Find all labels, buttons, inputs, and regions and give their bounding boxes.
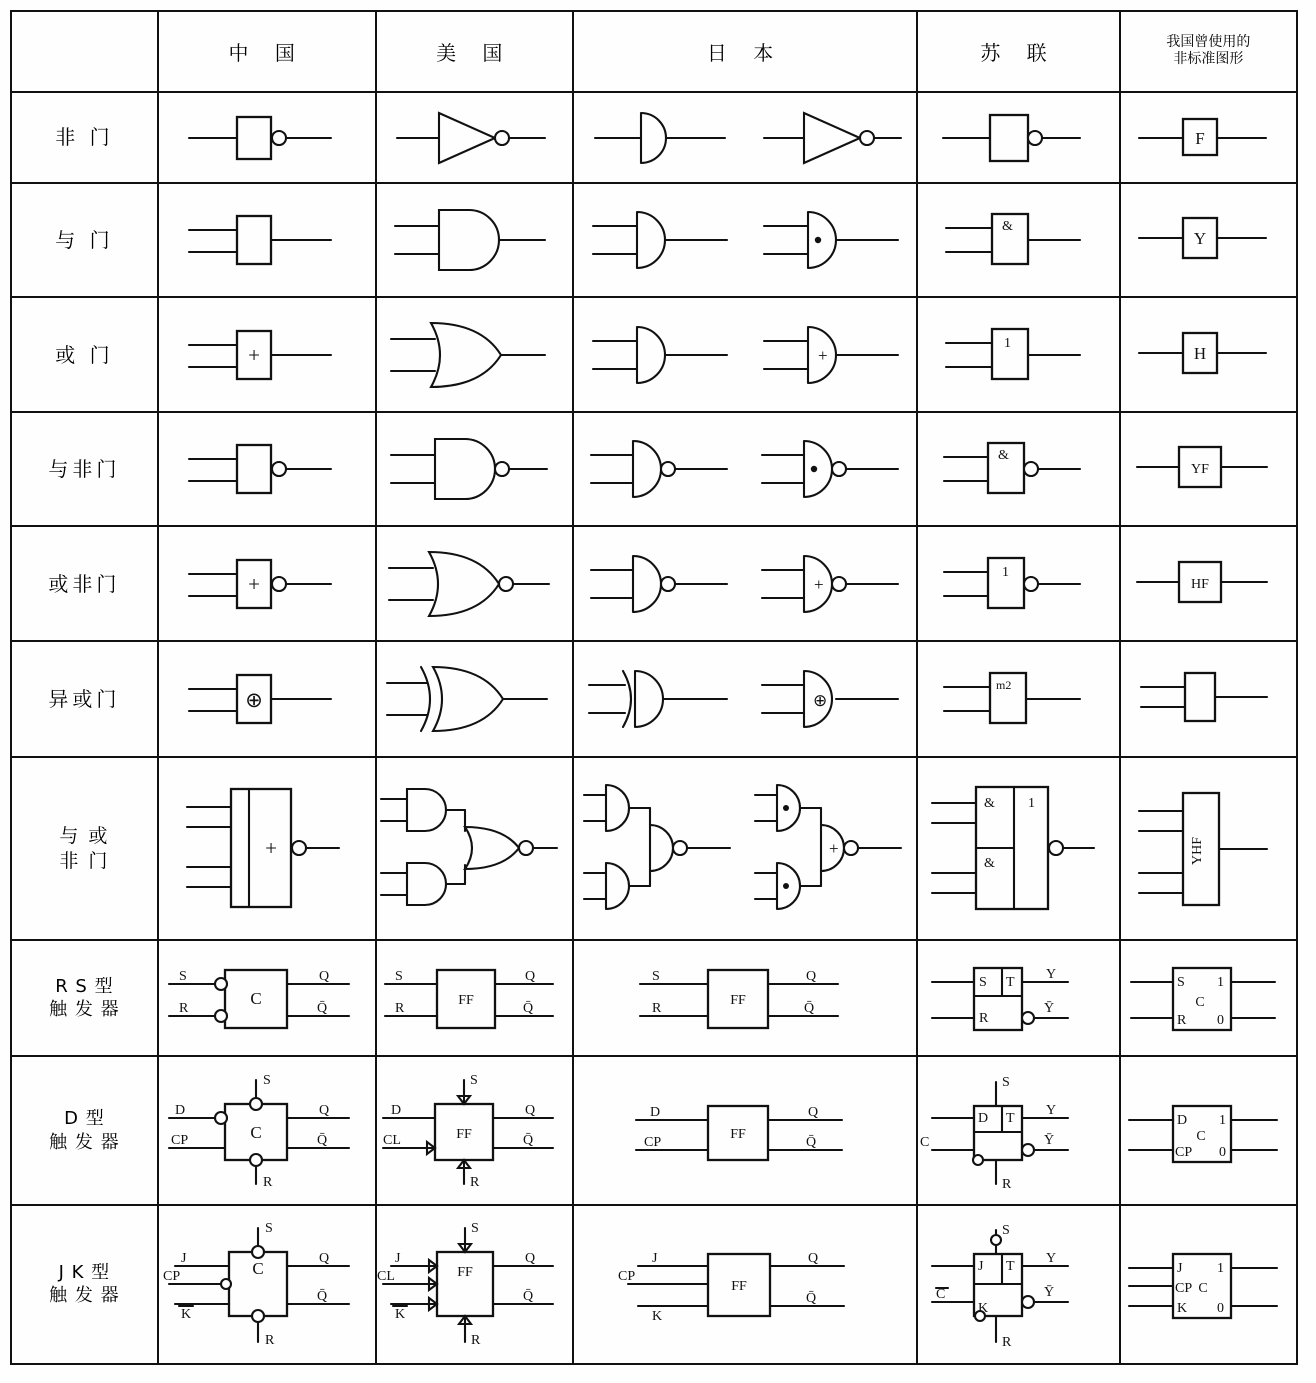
inner-label: C <box>250 989 262 1009</box>
column-header-nonstandard-line1: 我国曾使用的 <box>1166 33 1251 50</box>
output-label: Q̄ <box>316 1001 327 1017</box>
row-label-xor-gate: 异或门 <box>11 641 158 758</box>
input-label: R <box>178 1001 189 1017</box>
row-label-rs-flipflop <box>11 940 158 1057</box>
input-label: K <box>394 1307 405 1323</box>
row-label-jk-flipflop <box>11 1205 158 1364</box>
symbol-letter: 1 <box>1002 564 1010 580</box>
input-label: S <box>1176 975 1185 991</box>
symbol-letter: & <box>998 448 1010 464</box>
table-row <box>11 412 1297 527</box>
input-label: R <box>469 1174 479 1190</box>
input-label: R <box>651 1001 662 1017</box>
output-label: 0 <box>1216 1301 1224 1317</box>
output-label: Y <box>1046 1102 1057 1118</box>
symbol-or-usa <box>376 297 573 412</box>
column-header-nonstandard-line2: 非标准图形 <box>1173 51 1244 68</box>
header-corner-cell <box>11 11 158 92</box>
row-label-nand-gate: 与非门 <box>11 412 158 527</box>
input-label: S <box>1002 1223 1011 1239</box>
symbol-letter: + <box>813 574 824 594</box>
output-label: Q̄ <box>522 1001 533 1017</box>
input-label: CP <box>1174 1281 1192 1297</box>
inner-label: FF <box>730 1126 746 1142</box>
output-label: 0 <box>1218 1144 1226 1160</box>
row-label-nor-gate: 或非门 <box>11 526 158 641</box>
inner-label: FF <box>731 1279 747 1295</box>
input-label: K <box>651 1309 663 1325</box>
table-row <box>11 183 1297 298</box>
output-label: Q <box>807 1104 819 1120</box>
symbol-letter: + <box>264 835 277 860</box>
output-label: Q <box>524 1251 535 1267</box>
symbol-rs-japan <box>573 940 917 1057</box>
symbol-rs-nonstandard <box>1120 940 1297 1057</box>
symbol-jk-japan <box>573 1205 917 1364</box>
output-label: Ȳ <box>1044 1132 1055 1148</box>
input-label: T <box>1006 975 1015 991</box>
symbol-not-japan <box>573 92 917 183</box>
symbol-rs-china <box>158 940 376 1057</box>
input-label: R <box>264 1333 275 1349</box>
symbol-letter: 1 <box>1004 335 1012 351</box>
symbol-or-japan <box>573 297 917 412</box>
row-label-line1: 与 或 <box>59 824 110 847</box>
output-label: Ȳ <box>1044 1285 1055 1301</box>
column-header-japan: 日 本 <box>573 11 917 92</box>
input-label: S <box>394 969 403 985</box>
symbol-aoi-ussr <box>917 757 1120 939</box>
symbol-letter: m2 <box>996 678 1012 693</box>
input-label: J <box>1176 1261 1183 1277</box>
symbol-nor-china <box>158 526 376 641</box>
symbol-and-japan <box>573 183 917 298</box>
inner-label: C <box>1195 995 1205 1011</box>
symbol-letter: H <box>1193 343 1206 363</box>
symbol-letter: 1 <box>1028 795 1036 811</box>
input-label: CP <box>643 1134 662 1150</box>
input-label: S <box>651 969 660 985</box>
symbol-d-usa <box>376 1056 573 1204</box>
input-label: R <box>1002 1335 1012 1351</box>
symbol-letter: ⊕ <box>812 691 827 711</box>
input-label: S <box>178 969 187 985</box>
symbol-jk-china <box>158 1205 376 1364</box>
symbol-not-ussr <box>917 92 1120 183</box>
symbol-not-china <box>158 92 376 183</box>
input-label: C <box>920 1134 930 1150</box>
column-header-china: 中 国 <box>158 11 376 92</box>
symbol-jk-ussr <box>917 1205 1120 1364</box>
column-header-ussr: 苏 联 <box>917 11 1120 92</box>
input-label: D <box>174 1102 185 1118</box>
table-header-row <box>11 11 1297 92</box>
symbol-aoi-china <box>158 757 376 939</box>
symbol-letter: + <box>247 342 260 367</box>
inner-label: FF <box>730 993 746 1009</box>
input-label: K <box>1176 1301 1187 1317</box>
output-label: Q̄ <box>805 1134 817 1150</box>
output-label: Y <box>1046 1251 1057 1267</box>
inner-label: FF <box>457 993 474 1009</box>
input-label: S <box>470 1221 479 1237</box>
row-label-line1: R S 型 <box>55 975 114 997</box>
output-label: Q <box>524 969 535 985</box>
output-label: Q̄ <box>805 1291 817 1307</box>
symbol-letter: + <box>828 838 839 858</box>
input-label: R <box>470 1333 480 1349</box>
row-label-and-or-not-gate <box>11 757 158 939</box>
input-label: R <box>1176 1013 1187 1029</box>
symbol-and-nonstandard <box>1120 183 1297 298</box>
row-label-or-gate: 或 门 <box>11 297 158 412</box>
symbol-and-china <box>158 183 376 298</box>
symbol-letter: YF <box>1190 462 1209 478</box>
symbol-d-nonstandard <box>1120 1056 1297 1204</box>
output-label: 0 <box>1216 1013 1224 1029</box>
output-label: 1 <box>1216 1261 1224 1277</box>
symbol-aoi-japan <box>573 757 917 939</box>
input-label: R <box>262 1174 273 1190</box>
row-label-line2: 触 发 器 <box>49 1285 120 1307</box>
output-label: Q <box>805 969 817 985</box>
table-row <box>11 92 1297 183</box>
symbol-letter: & <box>984 855 996 871</box>
row-label-and-gate: 与 门 <box>11 183 158 298</box>
input-label: K <box>978 1301 989 1317</box>
inner-label: C <box>1198 1281 1208 1297</box>
input-label: R <box>1002 1176 1012 1192</box>
row-label-line1: J K 型 <box>58 1262 111 1284</box>
table-row <box>11 297 1297 412</box>
symbol-xor-japan <box>573 641 917 758</box>
row-label-line2: 触 发 器 <box>49 1131 120 1153</box>
output-label: Q̄ <box>316 1132 327 1148</box>
logic-symbol-table <box>10 10 1298 1365</box>
table-row <box>11 641 1297 758</box>
symbol-nand-china <box>158 412 376 527</box>
input-label: R <box>394 1001 404 1017</box>
input-label: D <box>649 1104 661 1120</box>
symbol-or-china <box>158 297 376 412</box>
symbol-jk-nonstandard <box>1120 1205 1297 1364</box>
symbol-aoi-nonstandard <box>1120 757 1297 939</box>
symbol-not-nonstandard <box>1120 92 1297 183</box>
input-label: CP <box>1174 1144 1192 1160</box>
output-label: Q <box>524 1102 535 1118</box>
input-label: C <box>936 1287 946 1303</box>
column-header-nonstandard <box>1120 11 1297 92</box>
row-label-d-flipflop <box>11 1056 158 1204</box>
output-label: Y <box>1046 967 1057 983</box>
symbol-or-nonstandard <box>1120 297 1297 412</box>
input-label: J <box>394 1251 400 1267</box>
input-label: J <box>978 1259 984 1275</box>
symbol-letter: + <box>817 345 828 365</box>
input-label: R <box>979 1011 989 1027</box>
output-label: Q <box>318 1251 329 1267</box>
input-label: S <box>469 1072 478 1088</box>
symbol-and-usa <box>376 183 573 298</box>
symbol-nor-ussr <box>917 526 1120 641</box>
symbol-or-ussr <box>917 297 1120 412</box>
output-label: Q̄ <box>522 1132 533 1148</box>
symbol-jk-usa <box>376 1205 573 1364</box>
input-label: D <box>390 1102 401 1118</box>
input-label: S <box>262 1072 271 1088</box>
output-label: Q <box>318 1102 329 1118</box>
inner-label: C <box>252 1259 264 1279</box>
input-label: CP <box>617 1269 636 1285</box>
input-label: CL <box>382 1132 401 1148</box>
table-row <box>11 940 1297 1057</box>
input-label: K <box>180 1307 191 1323</box>
input-label: D <box>1176 1112 1187 1128</box>
symbol-nand-usa <box>376 412 573 527</box>
output-label: Q <box>807 1251 819 1267</box>
symbol-nor-usa <box>376 526 573 641</box>
input-label: CL <box>376 1269 395 1285</box>
table-row <box>11 1056 1297 1204</box>
symbol-xor-ussr <box>917 641 1120 758</box>
symbol-letter: + <box>247 571 260 596</box>
symbol-letter: HF <box>1190 576 1209 592</box>
output-label: 1 <box>1218 1112 1226 1128</box>
symbol-aoi-usa <box>376 757 573 939</box>
symbol-letter: YHF <box>1189 836 1205 865</box>
symbol-nand-nonstandard <box>1120 412 1297 527</box>
table-row <box>11 1205 1297 1364</box>
output-label: Q̄ <box>803 1001 815 1017</box>
input-label: T <box>1006 1110 1015 1126</box>
symbol-and-ussr <box>917 183 1120 298</box>
symbol-nor-nonstandard <box>1120 526 1297 641</box>
inner-label: C <box>1196 1128 1206 1144</box>
symbol-xor-china <box>158 641 376 758</box>
symbol-letter: & <box>984 795 996 811</box>
table-row <box>11 757 1297 939</box>
table-row <box>11 526 1297 641</box>
inner-label: FF <box>456 1265 473 1281</box>
output-label: Q <box>318 969 329 985</box>
symbol-not-usa <box>376 92 573 183</box>
input-label: T <box>1006 1259 1015 1275</box>
row-label-line2: 非 门 <box>59 849 110 872</box>
column-header-usa: 美 国 <box>376 11 573 92</box>
symbol-letter: F <box>1195 129 1205 149</box>
output-label: 1 <box>1216 975 1224 991</box>
inner-label: FF <box>455 1126 472 1142</box>
symbol-xor-usa <box>376 641 573 758</box>
output-label: Ȳ <box>1044 1001 1055 1017</box>
input-label: J <box>180 1251 187 1267</box>
symbol-letter: Y <box>1193 229 1206 249</box>
row-label-not-gate: 非 门 <box>11 92 158 183</box>
inner-label: C <box>250 1122 262 1142</box>
symbol-d-china <box>158 1056 376 1204</box>
symbol-nand-ussr <box>917 412 1120 527</box>
symbol-rs-usa <box>376 940 573 1057</box>
symbol-nand-japan <box>573 412 917 527</box>
input-label: S <box>979 975 988 991</box>
row-label-line1: D 型 <box>64 1108 105 1130</box>
symbol-rs-ussr <box>917 940 1120 1057</box>
symbol-letter: & <box>1002 219 1014 235</box>
symbol-nor-japan <box>573 526 917 641</box>
input-label: S <box>264 1221 273 1237</box>
output-label: Q̄ <box>522 1289 533 1305</box>
output-label: Q̄ <box>316 1289 327 1305</box>
input-label: D <box>978 1110 989 1126</box>
symbol-d-ussr <box>917 1056 1120 1204</box>
input-label: J <box>651 1251 658 1267</box>
row-label-line2: 触 发 器 <box>49 999 120 1021</box>
input-label: CP <box>170 1132 188 1148</box>
input-label: CP <box>162 1269 180 1285</box>
input-label: S <box>1002 1074 1011 1090</box>
symbol-letter: ⊕ <box>245 688 263 713</box>
symbol-xor-nonstandard <box>1120 641 1297 758</box>
symbol-d-japan <box>573 1056 917 1204</box>
